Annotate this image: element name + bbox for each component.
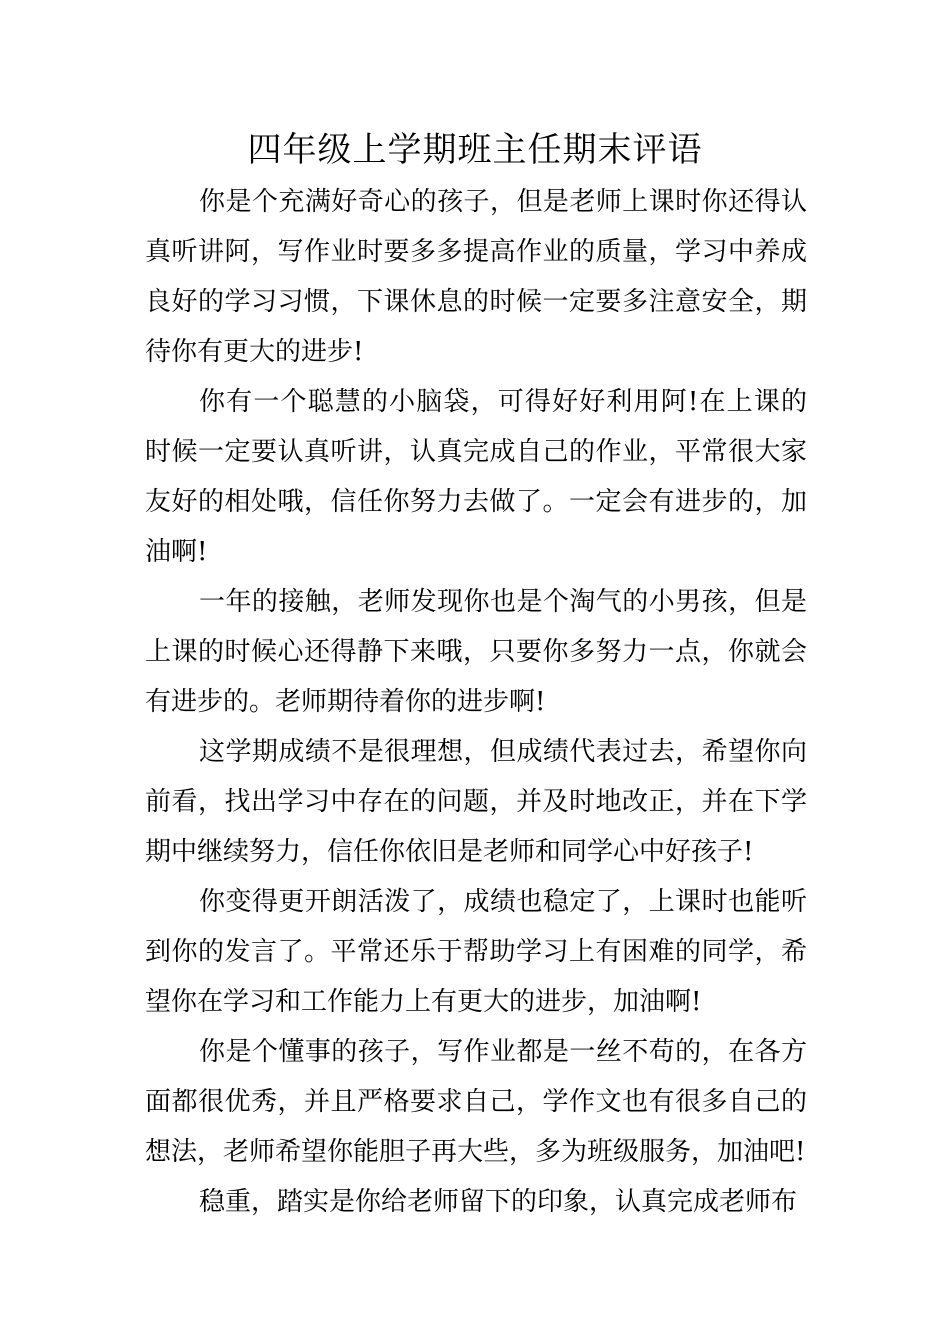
document-title: 四年级上学期班主任期末评语 bbox=[247, 130, 703, 170]
comment-paragraph-6: 你是个懂事的孩子，写作业都是一丝不苟的，在各方面都很优秀，并且严格要求自己，学作文也有很多自己的想法，老师希望你能胆子再大些，多为班级服务，加油吧! bbox=[145, 1037, 807, 1167]
comment-paragraph-1: 你是个充满好奇心的孩子，但是老师上课时你还得认真听讲阿，写作业时要多多提高作业的质量，学习中养成良好的学习习惯，下课休息的时候一定要多注意安全，期待你有更大的进步! bbox=[145, 187, 807, 367]
comment-paragraph-5: 你变得更开朗活泼了，成绩也稳定了，上课时也能听到你的发言了。平常还乐于帮助学习上有困难的同学，希望你在学习和工作能力上有更大的进步，加油啊! bbox=[145, 887, 807, 1017]
comment-paragraph-3: 一年的接触，老师发现你也是个淘气的小男孩，但是上课的时候心还得静下来哦，只要你多努力一点，你就会有进步的。老师期待着你的进步啊! bbox=[145, 587, 807, 717]
document-body bbox=[145, 177, 807, 1227]
comment-paragraph-4: 这学期成绩不是很理想，但成绩代表过去，希望你向前看，找出学习中存在的问题，并及时地改正，并在下学期中继续努力，信任你依旧是老师和同学心中好孩子! bbox=[145, 737, 807, 867]
comment-paragraph-2: 你有一个聪慧的小脑袋，可得好好利用阿!在上课的时候一定要认真听讲，认真完成自己的作业，平常很大家友好的相处哦，信任你努力去做了。一定会有进步的，加油啊! bbox=[145, 387, 807, 567]
comment-paragraph-7: 稳重，踏实是你给老师留下的印象，认真完成老师布 bbox=[199, 1187, 798, 1217]
